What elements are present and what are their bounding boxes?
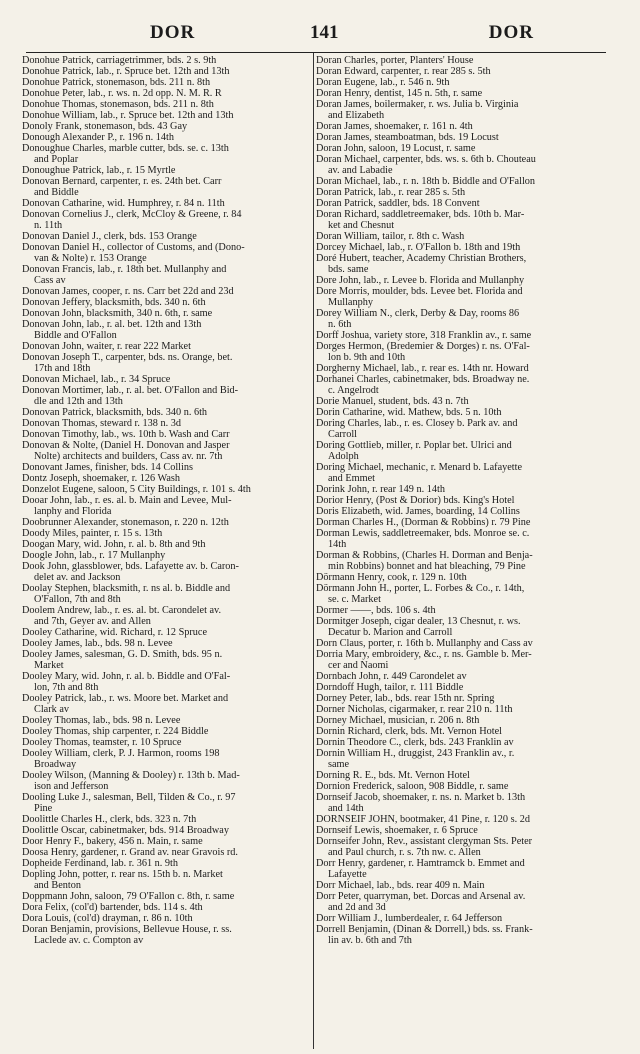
directory-entry: Doran William, tailor, r. 8th c. Wash xyxy=(316,231,465,242)
directory-entry: Dorn Claus, porter, r. 16th b. Mullanphy and Cass av xyxy=(316,638,533,649)
directory-entry: Dorman Charles H., (Dorman & Robbins) r. 79 Pine xyxy=(316,517,531,528)
directory-entry: Dooley Catharine, wid. Richard, r. 12 Spruce xyxy=(22,627,208,638)
directory-entry: Donovan Timothy, lab., ws. 10th b. Wash and Carr xyxy=(22,429,230,440)
entry-continuation: lin av. b. 6th and 7th xyxy=(328,935,412,946)
directory-entry: Donohue Patrick, carriagetrimmer, bds. 2 s. 9th xyxy=(22,55,217,66)
entry-continuation: n. 6th xyxy=(328,319,352,330)
directory-entry: Dorman & Robbins, (Charles H. Dorman and Benja- xyxy=(316,550,533,561)
directory-entry: Dooley William, clerk, P. J. Harmon, rooms 198 xyxy=(22,748,220,759)
entry-continuation: c. Angelrodt xyxy=(328,385,379,396)
directory-entry: Dorie Manuel, student, bds. 43 n. 7th xyxy=(316,396,469,407)
entry-continuation: 17th and 18th xyxy=(34,363,91,374)
directory-entry: Dorria Mary, embroidery, &c., r. ns. Gamble b. Mer- xyxy=(316,649,532,660)
directory-entry: Donovan John, waiter, r. rear 222 Market xyxy=(22,341,191,352)
directory-entry: Dorr Peter, quarryman, bet. Dorcas and Arsenal av. xyxy=(316,891,526,902)
directory-entry: Donoughue Patrick, lab., r. 15 Myrtle xyxy=(22,165,176,176)
directory-entry: Dontz Joseph, shoemaker, r. 126 Wash xyxy=(22,473,180,484)
directory-entry: Doré Hubert, teacher, Academy Christian Brothers, xyxy=(316,253,527,264)
directory-entry: Doppmann John, saloon, 79 O'Fallon c. 8th, r. same xyxy=(22,891,235,902)
entry-continuation: O'Fallon, 7th and 8th xyxy=(34,594,121,605)
entry-continuation: Clark av xyxy=(34,704,70,715)
entry-continuation: and Biddle xyxy=(34,187,79,198)
column-divider xyxy=(313,53,314,1049)
directory-entry: Donovan Bernard, carpenter, r. es. 24th bet. Carr xyxy=(22,176,222,187)
entry-continuation: van & Nolte) r. 153 Orange xyxy=(34,253,147,264)
entry-continuation: same xyxy=(328,759,350,770)
directory-entry: Donohue Thomas, stonemason, bds. 211 n. 8th xyxy=(22,99,214,110)
directory-entry: Doring Charles, lab., r. es. Closey b. Park av. and xyxy=(316,418,518,429)
directory-entry: Dooling Luke J., salesman, Bell, Tilden & Co., r. 97 xyxy=(22,792,236,803)
entry-continuation: lanphy and Florida xyxy=(34,506,112,517)
entry-continuation: and Elizabeth xyxy=(328,110,385,121)
directory-entry: Donovan Francis, lab., r. 18th bet. Mullanphy and xyxy=(22,264,227,275)
left-column xyxy=(22,55,310,946)
entry-continuation: av. and Labadie xyxy=(328,165,393,176)
running-head-right: DOR xyxy=(488,22,534,43)
directory-entry: Doobrunner Alexander, stonemason, r. 220 n. 12th xyxy=(22,517,229,528)
entry-continuation: and 2d and 3d xyxy=(328,902,386,913)
directory-entry: Donovan Michael, lab., r. 34 Spruce xyxy=(22,374,171,385)
directory-entry: Donovan Cornelius J., clerk, McCloy & Greene, r. 84 xyxy=(22,209,242,220)
directory-entry: Dorcey Michael, lab., r. O'Fallon b. 18th and 19th xyxy=(316,242,521,253)
entry-continuation: and 7th, Geyer av. and Allen xyxy=(34,616,151,627)
directory-entry: Doring Gottlieb, miller, r. Poplar bet. Ulrici and xyxy=(316,440,512,451)
directory-entry: Dörmann John H., porter, L. Forbes & Co., r. 14th, xyxy=(316,583,525,594)
directory-entry: Dorin Catharine, wid. Mathew, bds. 5 n. 10th xyxy=(316,407,502,418)
directory-entry: Donovan Patrick, blacksmith, bds. 340 n. 6th xyxy=(22,407,208,418)
directory-entry: Doran Michael, carpenter, bds. ws. s. 6th b. Chouteau xyxy=(316,154,536,165)
entry-continuation: Market xyxy=(34,660,64,671)
directory-entry: Doran Charles, porter, Planters' House xyxy=(316,55,474,66)
directory-entry: Dooley Patrick, lab., r. ws. Moore bet. Market and xyxy=(22,693,229,704)
directory-entry: Dorey William N., clerk, Derby & Day, rooms 86 xyxy=(316,308,520,319)
directory-entry: Doran James, steamboatman, bds. 19 Locust xyxy=(316,132,499,143)
directory-entry: Donovan John, lab., r. al. bet. 12th and 13th xyxy=(22,319,202,330)
directory-entry: Doolittle Oscar, cabinetmaker, bds. 914 Broadway xyxy=(22,825,229,836)
directory-entry: Dorr William J., lumberdealer, r. 64 Jefferson xyxy=(316,913,503,924)
entry-continuation: n. 11th xyxy=(34,220,63,231)
entry-continuation: bds. same xyxy=(328,264,369,275)
directory-entry: Doran James, boilermaker, r. ws. Julia b. Virginia xyxy=(316,99,519,110)
entry-continuation: and Emmet xyxy=(328,473,375,484)
directory-entry: Dörmann Henry, cook, r. 129 n. 10th xyxy=(316,572,467,583)
directory-entry: Doran Richard, saddletreemaker, bds. 10th b. Mar- xyxy=(316,209,525,220)
entry-continuation: ison and Jefferson xyxy=(34,781,109,792)
directory-entry: Dornseif Jacob, shoemaker, r. ns. n. Market b. 13th xyxy=(316,792,526,803)
directory-entry: Dopling John, potter, r. rear ns. 15th b. n. Market xyxy=(22,869,223,880)
entry-continuation: lon, 7th and 8th xyxy=(34,682,99,693)
directory-entry: Doody Miles, painter, r. 15 s. 13th xyxy=(22,528,163,539)
entry-continuation: min Robbins) bonnet and hat bleaching, 79 Pine xyxy=(328,561,526,572)
directory-entry: Doran Michael, lab., r. n. 18th b. Biddle and O'Fallon xyxy=(316,176,536,187)
directory-entry: Dorhanei Charles, cabinetmaker, bds. Broadway ne. xyxy=(316,374,530,385)
directory-entry: Dorney Peter, lab., bds. rear 15th nr. Spring xyxy=(316,693,495,704)
entry-continuation: and 14th xyxy=(328,803,364,814)
directory-entry: Donovan Catharine, wid. Humphrey, r. 84 n. 11th xyxy=(22,198,225,209)
directory-entry: Donohue William, lab., r. Spruce bet. 12th and 13th xyxy=(22,110,234,121)
directory-entry: Dorff Joshua, variety store, 318 Franklin av., r. same xyxy=(316,330,532,341)
entry-continuation: Carroll xyxy=(328,429,358,440)
entry-continuation: Biddle and O'Fallon xyxy=(34,330,117,341)
directory-entry: Dooley Thomas, teamster, r. 10 Spruce xyxy=(22,737,182,748)
entry-continuation: ket and Chesnut xyxy=(328,220,395,231)
directory-entry: Dorges Hermon, (Bredemier & Dorges) r. ns. O'Fal- xyxy=(316,341,530,352)
directory-entry: Donovan James, cooper, r. ns. Carr bet 22d and 23d xyxy=(22,286,234,297)
entry-continuation: cer and Naomi xyxy=(328,660,389,671)
entry-continuation: Cass av xyxy=(34,275,66,286)
directory-entry: Dorman Lewis, saddletreemaker, bds. Monroe se. c. xyxy=(316,528,530,539)
directory-entry: Dorink John, r. rear 149 n. 14th xyxy=(316,484,445,495)
entry-continuation: Adolph xyxy=(328,451,359,462)
directory-entry: Doosa Henry, gardener, r. Grand av. near Gravois rd. xyxy=(22,847,238,858)
directory-entry: Dorning R. E., bds. Mt. Vernon Hotel xyxy=(316,770,470,781)
directory-entry: Dora Louis, (col'd) drayman, r. 86 n. 10th xyxy=(22,913,193,924)
directory-entry: Dooar John, lab., r. es. al. b. Main and Levee, Mul- xyxy=(22,495,232,506)
directory-entry: Dorner Nicholas, cigarmaker, r. rear 210 n. 11th xyxy=(316,704,513,715)
directory-entry: Doolittle Charles H., clerk, bds. 323 n. 7th xyxy=(22,814,197,825)
entry-continuation: Mullanphy xyxy=(328,297,373,308)
directory-entry: Dornbach John, r. 449 Carondelet av xyxy=(316,671,467,682)
entry-continuation: Lafayette xyxy=(328,869,367,880)
entry-continuation: Pine xyxy=(34,803,53,814)
directory-entry: Dormer ——, bds. 106 s. 4th xyxy=(316,605,436,616)
directory-entry: Doran Edward, carpenter, r. rear 285 s. 5th xyxy=(316,66,491,77)
entry-continuation: and Poplar xyxy=(34,154,79,165)
directory-entry: Donovan Jeffery, blacksmith, bds. 340 n. 6th xyxy=(22,297,206,308)
entry-continuation: and Benton xyxy=(34,880,81,891)
directory-entry: Dooley Thomas, ship carpenter, r. 224 Biddle xyxy=(22,726,209,737)
directory-entry: Dorndoff Hugh, tailor, r. 111 Biddle xyxy=(316,682,464,693)
running-head-left: DOR xyxy=(150,22,196,43)
directory-entry: Dore John, lab., r. Levee b. Florida and Mullanphy xyxy=(316,275,525,286)
directory-entry: Dornin William H., druggist, 243 Franklin av., r. xyxy=(316,748,515,759)
directory-entry: Donovan & Nolte, (Daniel H. Donovan and Jasper xyxy=(22,440,230,451)
directory-entry: Donovan Joseph T., carpenter, bds. ns. Orange, bet. xyxy=(22,352,233,363)
directory-entry: Donovan Thomas, steward r. 138 n. 3d xyxy=(22,418,181,429)
directory-entry: Donzelot Eugene, saloon, 5 City Buildings, r. 101 s. 4th xyxy=(22,484,251,495)
directory-entry: Dornseifer John, Rev., assistant clergyman Sts. Peter xyxy=(316,836,533,847)
entry-continuation: Nolte) architects and builders, Cass av. nr. 7th xyxy=(34,451,223,462)
directory-entry: Donohue Patrick, stonemason, bds. 211 n. 8th xyxy=(22,77,211,88)
entry-continuation: lon b. 9th and 10th xyxy=(328,352,406,363)
directory-entry: Dorgherny Michael, lab., r. rear es. 14th nr. Howard xyxy=(316,363,529,374)
directory-entry: Dorr Henry, gardener, r. Hamtramck b. Emmet and xyxy=(316,858,525,869)
directory-entry: Dooley James, salesman, G. D. Smith, bds. 95 n. xyxy=(22,649,223,660)
directory-entry: Dooley Thomas, lab., bds. 98 n. Levee xyxy=(22,715,181,726)
directory-entry: Doolay Stephen, blacksmith, r. ns al. b. Biddle and xyxy=(22,583,231,594)
header-rule xyxy=(26,52,606,53)
directory-entry: Dore Morris, moulder, bds. Levee bet. Florida and xyxy=(316,286,523,297)
directory-entry: Dooley James, lab., bds. 98 n. Levee xyxy=(22,638,173,649)
directory-entry: Dooley Mary, wid. John, r. al. b. Biddle and O'Fal- xyxy=(22,671,231,682)
directory-entry: Dornin Theodore C., clerk, bds. 243 Franklin av xyxy=(316,737,514,748)
directory-entry: Donovant James, finisher, bds. 14 Collins xyxy=(22,462,193,473)
directory-entry: Donovan Daniel H., collector of Customs, and (Dono- xyxy=(22,242,245,253)
entry-continuation: Broadway xyxy=(34,759,77,770)
directory-entry: Donoughue Charles, marble cutter, bds. se. c. 13th xyxy=(22,143,229,154)
directory-entry: Dopheide Ferdinand, lab. r. 361 n. 9th xyxy=(22,858,179,869)
directory-entry: Doran Patrick, saddler, bds. 18 Convent xyxy=(316,198,480,209)
entry-continuation: Laclede av. c. Compton av xyxy=(34,935,144,946)
directory-entry: Doran Benjamin, provisions, Bellevue House, r. ss. xyxy=(22,924,232,935)
directory-entry: Doogan Mary, wid. John, r. al. b. 8th and 9th xyxy=(22,539,206,550)
directory-entry: Dooley Wilson, (Manning & Dooley) r. 13th b. Mad- xyxy=(22,770,240,781)
directory-entry: Dornin Richard, clerk, bds. Mt. Vernon Hotel xyxy=(316,726,502,737)
directory-entry: Dook John, glassblower, bds. Lafayette av. b. Caron- xyxy=(22,561,239,572)
directory-entry: Dorrell Benjamin, (Dinan & Dorrell,) bds. ss. Frank- xyxy=(316,924,533,935)
entry-continuation: and Paul church, r. s. 7th nw. c. Allen xyxy=(328,847,481,858)
directory-entry: Door Henry F., bakery, 456 n. Main, r. same xyxy=(22,836,203,847)
directory-entry: Dora Felix, (col'd) bartender, bds. 114 s. 4th xyxy=(22,902,203,913)
directory-entry: Doran James, shoemaker, r. 161 n. 4th xyxy=(316,121,473,132)
directory-entry: Dorr Michael, lab., bds. rear 409 n. Main xyxy=(316,880,485,891)
directory-entry: Doran Eugene, lab., r. 546 n. 9th xyxy=(316,77,450,88)
page-number: 141 xyxy=(310,22,339,43)
directory-entry: Doogle John, lab., r. 17 Mullanphy xyxy=(22,550,166,561)
directory-entry: Dorior Henry, (Post & Dorior) bds. King's Hotel xyxy=(316,495,515,506)
directory-entry: Dornion Frederick, saloon, 908 Biddle, r. same xyxy=(316,781,509,792)
directory-entry: Dornseif Lewis, shoemaker, r. 6 Spruce xyxy=(316,825,478,836)
directory-entry: Donoly Frank, stonemason, bds. 43 Gay xyxy=(22,121,188,132)
directory-entry: Doris Elizabeth, wid. James, boarding, 14 Collins xyxy=(316,506,520,517)
page-header xyxy=(24,22,616,48)
directory-entry: Dormitger Joseph, cigar dealer, 13 Chesnut, r. ws. xyxy=(316,616,521,627)
entry-continuation: se. c. Market xyxy=(328,594,381,605)
directory-entry: Doran Henry, dentist, 145 n. 5th, r. same xyxy=(316,88,483,99)
entry-continuation: 14th xyxy=(328,539,347,550)
directory-entry: Donovan Mortimer, lab., r. al. bet. O'Fallon and Bid- xyxy=(22,385,239,396)
directory-entry: Donohue Patrick, lab., r. Spruce bet. 12th and 13th xyxy=(22,66,230,77)
directory-entry: Doring Michael, mechanic, r. Menard b. Lafayette xyxy=(316,462,523,473)
directory-entry: Dorney Michael, musician, r. 206 n. 8th xyxy=(316,715,480,726)
directory-entry: Donovan John, blacksmith, 340 n. 6th, r. same xyxy=(22,308,213,319)
entry-continuation: Decatur b. Marion and Carroll xyxy=(328,627,453,638)
directory-entry: Doran Patrick, lab., r. rear 285 s. 5th xyxy=(316,187,466,198)
right-column xyxy=(316,55,604,946)
directory-entry: Doran John, saloon, 19 Locust, r. same xyxy=(316,143,476,154)
directory-entry: Donohue Peter, lab., r. ws. n. 2d opp. N. M. R. R xyxy=(22,88,222,99)
entry-continuation: dle and 12th and 13th xyxy=(34,396,123,407)
directory-entry: DORNSEIF JOHN, bootmaker, 41 Pine, r. 120 s. 2d xyxy=(316,814,530,825)
entry-continuation: delet av. and Jackson xyxy=(34,572,121,583)
directory-entry: Donough Alexander P., r. 196 n. 14th xyxy=(22,132,175,143)
directory-entry: Donovan Daniel J., clerk, bds. 153 Orange xyxy=(22,231,197,242)
directory-entry: Doolem Andrew, lab., r. es. al. bt. Carondelet av. xyxy=(22,605,222,616)
